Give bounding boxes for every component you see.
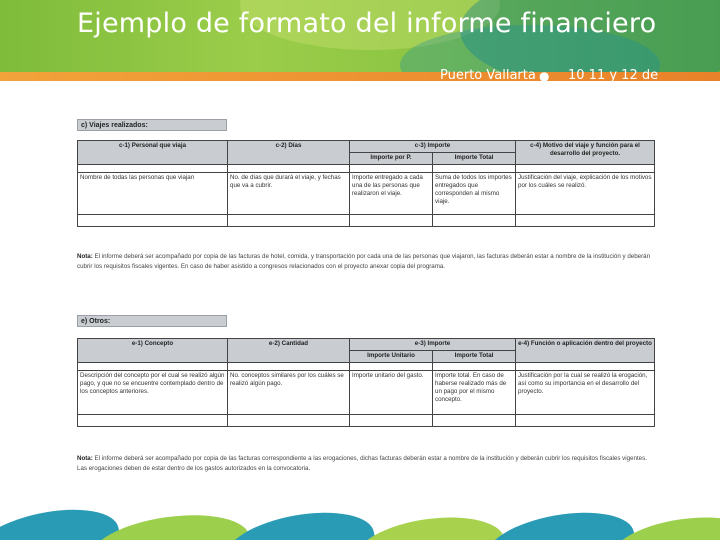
table-cell: Importe unitario del gasto. [350,371,433,415]
table-cell: Importe total. En caso de haberse realizado más de un pago por el mismo concepto. [433,371,516,415]
leaf-shape [0,498,125,540]
spacer-cell [350,165,433,173]
spacer-cell [516,363,655,371]
column-header: e-1) Concepto [78,339,228,363]
section-e-table [77,338,655,427]
spacer-cell [433,363,516,371]
event-dates: 10 11 y 12 de noviembre [568,68,659,99]
footer-decoration [0,495,720,540]
column-subheader: Importe Total [433,153,516,165]
empty-cell [350,415,433,427]
spacer-cell [228,165,350,173]
section-e-note [77,454,654,474]
column-subheader: Importe Unitario [350,351,433,363]
empty-cell [433,415,516,427]
spacer-cell [78,165,228,173]
empty-cell [78,215,228,227]
section-c-table [77,140,655,227]
event-place: Puerto Vallarta [440,68,536,83]
note-text: El informe deberá ser acompañado por copia de las facturas correspondiente a las erogaciones, dichas facturas deberán estar a nombre de la institución y deberán cubrir los requisitos fiscales vigentes. Las erogaciones deben de estar dentro de los gastos autorizados en la convocatoria. [77,455,647,472]
empty-cell [228,215,350,227]
spacer-cell [78,363,228,371]
column-subheader: Importe por P. [350,153,433,165]
column-header: e-2) Cantidad [228,339,350,363]
table-cell: No. conceptos similares por los cuáles se realizó algún pago. [228,371,350,415]
table-cell: Importe entregado a cada una de las personas que realizaron el viaje. [350,173,433,215]
column-header: c-4) Motivo del viaje y función para el desarrollo del proyecto. [516,141,655,165]
empty-cell [350,215,433,227]
spacer-cell [350,363,433,371]
table-cell: No. de días que durará el viaje, y fechas que va a cubrir. [228,173,350,215]
empty-cell [516,415,655,427]
spacer-cell [433,165,516,173]
section-c-title: c) Viajes realizados: [77,119,227,131]
empty-cell [433,215,516,227]
table-cell: Suma de todos los importes entregados que corresponden al mismo viaje. [433,173,516,215]
column-header: c-3) Importe [350,141,516,153]
spacer-cell [516,165,655,173]
column-subheader: Importe Total [433,351,516,363]
table-cell: Justificación por la cual se realizó la erogación, así como su importancia en el desarrollo del proyecto. [516,371,655,415]
empty-cell [228,415,350,427]
spacer-cell [228,363,350,371]
table-cell: Descripción del concepto por el cual se realizó algún pago, y que no se encuentre contemplado dentro de los conceptos anteriores. [78,371,228,415]
section-c-note [77,252,654,272]
leaf-shape [352,509,509,540]
leaf-shape [221,502,379,540]
column-header: c-1) Personal que viaja [78,141,228,165]
note-label: Nota: [77,253,93,260]
note-text: El informe deberá ser acompañado por copia de las facturas de hotel, comida, y transportación por cada una de las personas que viajaron, las facturas deberán estar a nombre de la institución y deberán cubrir los requisitos fiscales vigentes. En caso de haber asistido a congresos relacionados con el proyecto anexar copia del programa. [77,253,651,270]
section-e-title: e) Otros: [77,315,227,327]
separator-dot: ● [539,69,550,83]
slide-title: Ejemplo de formato del informe financiero [77,8,657,39]
table-cell: Nombre de todas las personas que viajan [78,173,228,215]
column-header: e-3) Importe [350,339,516,351]
note-label: Nota: [77,455,93,462]
column-header: c-2) Días [228,141,350,165]
column-header: e-4) Función o aplicación dentro del proyecto [516,339,655,363]
empty-cell [516,215,655,227]
table-cell: Justificación del viaje, explicación de los motivos por los cuáles se realizó. [516,173,655,215]
header-banner [0,0,720,72]
empty-cell [78,415,228,427]
leaf-shape [481,502,639,540]
